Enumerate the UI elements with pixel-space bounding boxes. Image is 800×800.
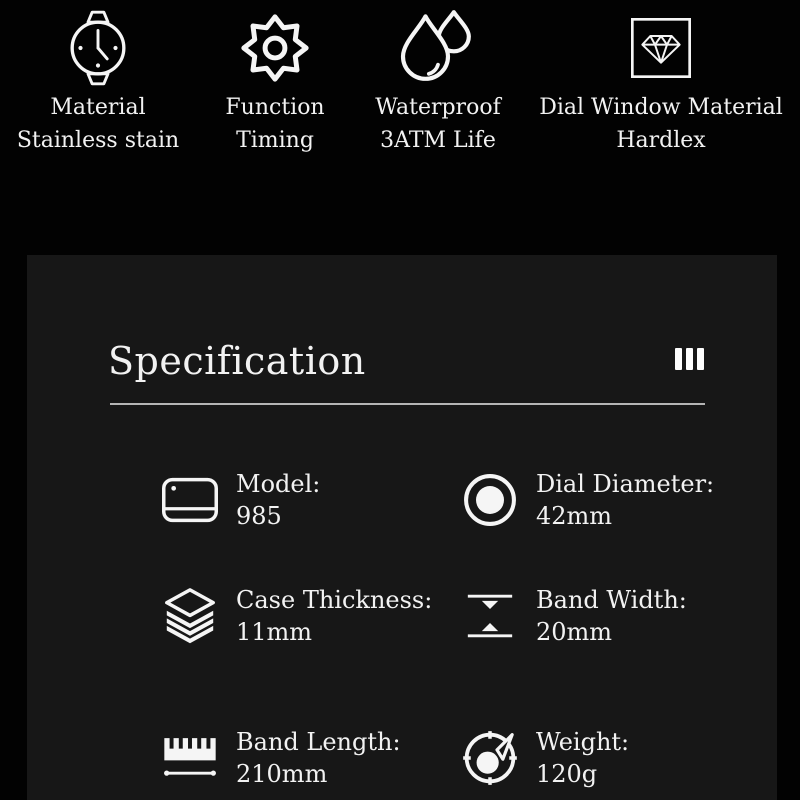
feature-title: Dial Window Material <box>539 95 783 120</box>
specification-title: Specification <box>108 339 366 383</box>
spec-value: 120g <box>536 760 598 788</box>
spec-row-2 <box>27 584 777 648</box>
feature-dial-window <box>522 5 800 255</box>
spec-value: 42mm <box>536 502 613 530</box>
spec-row-1 <box>27 468 777 532</box>
gear-icon <box>241 5 309 91</box>
spec-item-model <box>162 468 462 532</box>
ruler-icon <box>162 729 218 787</box>
spec-value: 985 <box>236 502 282 530</box>
feature-value: Hardlex <box>616 128 706 153</box>
feature-value: 3ATM Life <box>380 128 496 153</box>
spec-label: Dial Diameter: <box>536 470 715 498</box>
spec-label: Band Length: <box>236 728 401 756</box>
feature-strip <box>0 0 800 255</box>
specification-grid <box>27 468 777 790</box>
feature-value: Stainless stain <box>16 128 180 153</box>
band-width-icon <box>462 587 518 645</box>
feature-title: Waterproof <box>375 95 501 120</box>
spec-value: 20mm <box>536 618 613 646</box>
spec-label: Weight: <box>536 728 630 756</box>
spec-label: Case Thickness: <box>236 586 433 614</box>
feature-function <box>196 5 354 255</box>
water-drops-icon <box>398 5 478 91</box>
spec-item-band-width <box>462 584 762 648</box>
spec-value: 210mm <box>236 760 328 788</box>
watch-case-icon <box>162 471 218 529</box>
spec-item-case-thickness <box>162 584 462 648</box>
specification-panel <box>27 255 777 800</box>
feature-waterproof <box>354 5 522 255</box>
spec-row-3 <box>27 726 777 790</box>
spec-value: 11mm <box>236 618 313 646</box>
bars-icon <box>675 348 704 370</box>
spec-item-weight <box>462 726 762 790</box>
spec-item-dial-diameter <box>462 468 762 532</box>
feature-value: Timing <box>236 128 314 153</box>
spec-label: Band Width: <box>536 586 687 614</box>
feature-title: Material <box>50 95 146 120</box>
dial-diameter-icon <box>462 471 518 529</box>
feature-material <box>0 5 196 255</box>
watch-icon <box>58 5 138 91</box>
gauge-icon <box>462 729 518 787</box>
specification-header <box>27 255 777 383</box>
spec-label: Model: <box>236 470 321 498</box>
feature-title: Function <box>225 95 325 120</box>
spec-item-band-length <box>162 726 462 790</box>
layers-icon <box>162 587 218 645</box>
title-divider <box>110 403 705 405</box>
diamond-icon <box>629 5 693 91</box>
